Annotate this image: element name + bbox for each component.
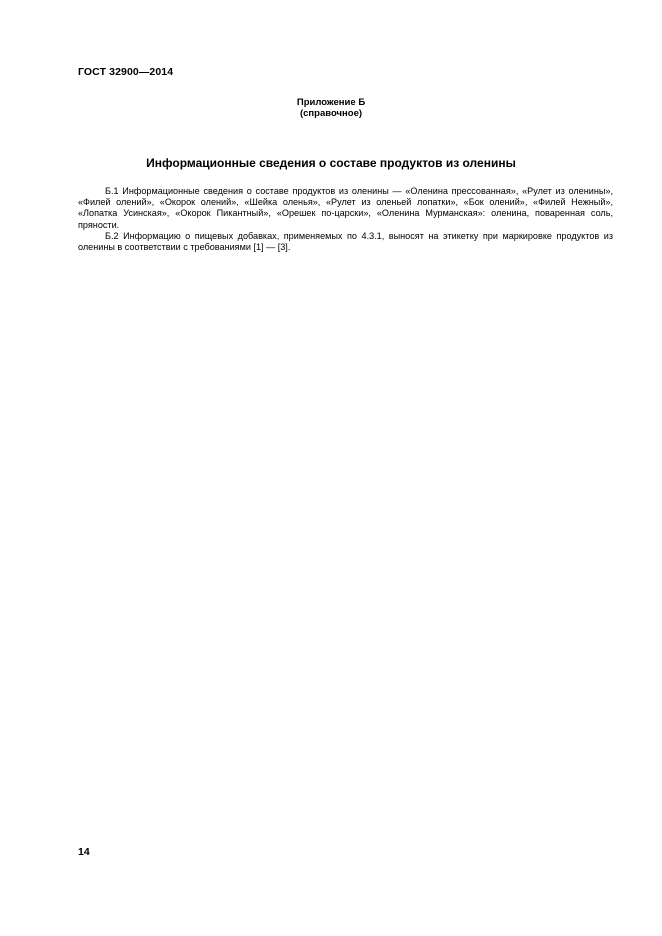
paragraph-b1: Б.1 Информационные сведения о составе продуктов из оленины — «Оленина прессованная», «Рулет из оленины», «Филей олений», «Окорок олений», «Шейка оленья», «Рулет из оленьей лопатки», «Бок олений», «Филей Нежный», «Лопатка Усинская», «Окорок Пикантный», «Орешек по-царски», «Оленина Мурманская»: оленина, поваренная соль, пряности. (78, 186, 613, 230)
appendix-heading (0, 97, 662, 119)
page-number: 14 (78, 846, 90, 858)
section-title: Информационные сведения о составе продуктов из оленины (146, 156, 516, 170)
body-text (78, 186, 613, 253)
appendix-type: (справочное) (299, 108, 363, 119)
appendix-label: Приложение Б (296, 97, 366, 108)
paragraph-b2: Б.2 Информацию о пищевых добавках, применяемых по 4.3.1, выносят на этикетку при маркировке продуктов из оленины в соответствии с требованиями [1] — [3]. (78, 230, 613, 253)
document-header-code: ГОСТ 32900—2014 (78, 66, 174, 78)
